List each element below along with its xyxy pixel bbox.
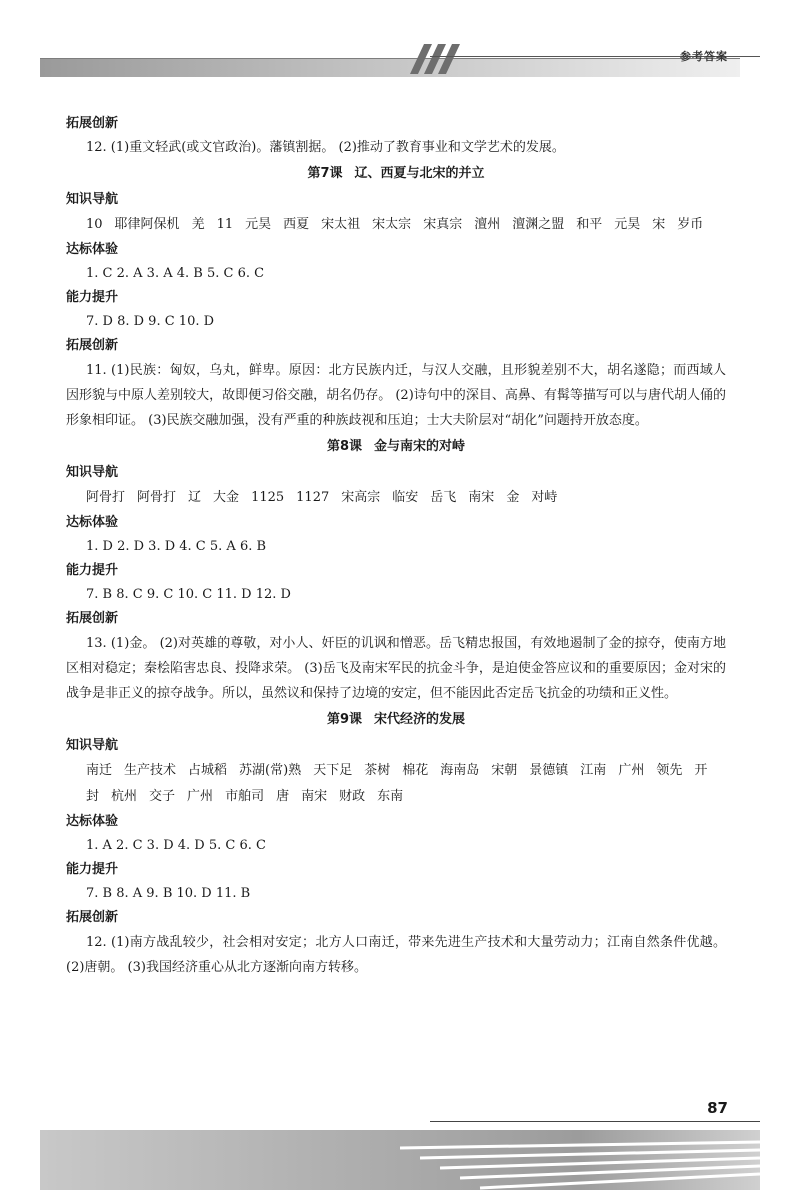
keyword-item: 生产技术 — [124, 763, 177, 778]
keyword-item: 临安 — [392, 490, 419, 505]
keyword-list — [66, 758, 726, 810]
page-footer — [0, 1095, 800, 1200]
keyword-item: 棉花 — [402, 763, 429, 778]
keyword-item: 澶州 — [474, 217, 501, 232]
section-label: 知识导航 — [66, 192, 119, 207]
section-label: 能力提升 — [66, 290, 119, 305]
keyword-item: 南迁 — [86, 763, 113, 778]
keyword-item: 10 — [86, 217, 103, 232]
lesson-number: 第7课 — [307, 166, 343, 181]
keyword-item: 唐 — [276, 789, 290, 804]
section-label: 拓展创新 — [66, 116, 119, 131]
keyword-item: 辽 — [188, 490, 202, 505]
lesson-title — [66, 706, 726, 734]
keyword-item: 交子 — [149, 789, 176, 804]
keyword-item: 宋朝 — [491, 763, 518, 778]
answer-line: 7. B 8. A 9. B 10. D 11. B — [86, 886, 251, 901]
answer-paragraph: 11. (1)民族：匈奴，乌丸，鲜卑。原因：北方民族内迁，与汉人交融，且形貌差别不大，胡名遂隐；而西域人因形貌与中原人差别较大，故即便习俗交融，胡名仍存。 (2)诗句中的深目、高鼻、有髯等描写可以与唐代胡人俑的形象相印证。 (3)民族交融加强，没有严重的种族歧视和压迫；士大夫阶层对“胡化”问题持开放态度。 — [66, 363, 726, 428]
answer-line: 1. D 2. D 3. D 4. C 5. A 6. B — [86, 539, 267, 554]
keyword-item: 江南 — [580, 763, 607, 778]
keyword-item: 领先 — [656, 763, 683, 778]
section-label: 能力提升 — [66, 862, 119, 877]
section-label: 拓展创新 — [66, 910, 119, 925]
keyword-item: 杭州 — [111, 789, 138, 804]
keyword-item: 11 — [216, 217, 234, 232]
lesson-title — [66, 433, 726, 461]
keyword-item: 苏湖(常)熟 — [239, 763, 302, 778]
keyword-item: 宋太宗 — [372, 217, 412, 232]
answer-paragraph: 12. (1)南方战乱较少，社会相对安定；北方人口南迁，带来先进生产技术和大量劳动力；江南自然条件优越。 (2)唐朝。 (3)我国经济重心从北方逐渐向南方转移。 — [66, 935, 726, 975]
keyword-item: 开封 — [86, 763, 708, 804]
keyword-item: 阿骨打 — [137, 490, 177, 505]
keyword-item: 耶律阿保机 — [114, 217, 180, 232]
keyword-item: 海南岛 — [440, 763, 480, 778]
answer-line: 7. B 8. C 9. C 10. C 11. D 12. D — [86, 587, 291, 602]
keyword-item: 宋 — [652, 217, 666, 232]
header-label: 参考答案 — [680, 50, 728, 63]
section-label: 拓展创新 — [66, 338, 119, 353]
keyword-item: 财政 — [339, 789, 366, 804]
answer-line: 12. (1)重文轻武(或文官政治)。藩镇割据。 (2)推动了教育事业和文学艺术的发展。 — [86, 140, 565, 155]
keyword-item: 南宋 — [301, 789, 328, 804]
keyword-item: 金 — [506, 490, 520, 505]
keyword-item: 元昊 — [614, 217, 641, 232]
keyword-item: 和平 — [576, 217, 603, 232]
section-label: 达标体验 — [66, 814, 119, 829]
keyword-item: 南宋 — [468, 490, 495, 505]
keyword-item: 广州 — [187, 789, 214, 804]
answer-line: 1. A 2. C 3. D 4. D 5. C 6. C — [86, 838, 266, 853]
keyword-item: 1127 — [296, 490, 330, 505]
keyword-item: 岳飞 — [430, 490, 457, 505]
section-label: 能力提升 — [66, 563, 119, 578]
keyword-item: 1125 — [251, 490, 285, 505]
keyword-item: 占城稻 — [188, 763, 228, 778]
lesson-number: 第8课 — [326, 439, 363, 454]
keyword-item: 澶渊之盟 — [512, 217, 565, 232]
section-label: 达标体验 — [66, 242, 119, 257]
keyword-item: 阿骨打 — [86, 490, 126, 505]
keyword-item: 茶树 — [364, 763, 391, 778]
lesson-title — [66, 160, 726, 188]
keyword-item: 羌 — [191, 217, 205, 232]
lesson-name: 辽、西夏与北宋的并立 — [354, 166, 485, 181]
lesson-name: 金与南宋的对峙 — [374, 439, 466, 454]
keyword-item: 市舶司 — [225, 789, 265, 804]
answer-line: 7. D 8. D 9. C 10. D — [86, 314, 215, 329]
keyword-item: 宋高宗 — [341, 490, 381, 505]
keyword-item: 景德镇 — [529, 763, 569, 778]
keyword-item: 岁币 — [677, 217, 704, 232]
page-number: 87 — [707, 1099, 728, 1117]
keyword-item: 大金 — [213, 490, 240, 505]
keyword-list — [66, 212, 726, 238]
section-label: 知识导航 — [66, 465, 119, 480]
keyword-item: 广州 — [618, 763, 645, 778]
answer-content — [66, 112, 726, 980]
keyword-item: 东南 — [377, 789, 404, 804]
footer-stripes-decoration — [400, 1140, 760, 1190]
page-header — [0, 0, 800, 90]
keyword-item: 元昊 — [245, 217, 272, 232]
section-label: 达标体验 — [66, 515, 119, 530]
answer-paragraph: 13. (1)金。 (2)对英雄的尊敬，对小人、奸臣的讥讽和憎恶。岳飞精忠报国，有效地遏制了金的掠夺，使南方地区相对稳定；秦桧陷害忠良、投降求荣。 (3)岳飞及南宋军民的抗金斗争，是迫使金答应议和的重要原因；金对宋的战争是非正义的掠夺战争。所以，虽然议和保持了边境的安定，但不能因此否定岳飞抗金的功绩和正义性。 — [66, 636, 726, 701]
section-label: 拓展创新 — [66, 611, 119, 626]
keyword-item: 西夏 — [283, 217, 310, 232]
header-stripes-decoration — [396, 44, 476, 74]
keyword-item: 宋太祖 — [321, 217, 361, 232]
lesson-number: 第9课 — [326, 712, 363, 727]
keyword-item: 宋真宗 — [423, 217, 463, 232]
keyword-item: 对峙 — [531, 490, 558, 505]
section-label: 知识导航 — [66, 738, 119, 753]
lesson-name: 宋代经济的发展 — [374, 712, 466, 727]
header-band — [40, 58, 740, 77]
keyword-list — [66, 485, 726, 511]
answer-line: 1. C 2. A 3. A 4. B 5. C 6. C — [86, 266, 265, 281]
footer-rule — [430, 1121, 760, 1122]
keyword-item: 天下足 — [313, 763, 353, 778]
